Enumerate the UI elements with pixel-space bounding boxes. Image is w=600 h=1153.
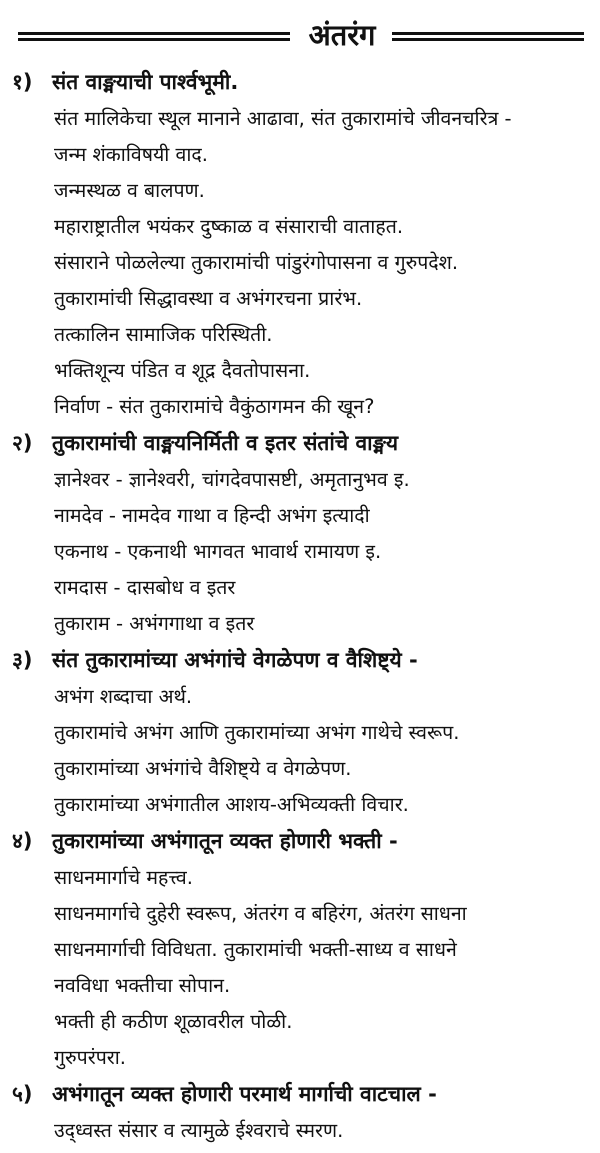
section-heading bbox=[0, 425, 600, 462]
list-item: महाराष्ट्रातील भयंकर दुष्काळ व संसाराची वाताहत. bbox=[54, 215, 404, 238]
list-item: जन्म शंकाविषयी वाद. bbox=[54, 143, 208, 166]
page-header bbox=[0, 18, 600, 62]
list-item: तत्कालिन सामाजिक परिस्थिती. bbox=[54, 323, 273, 346]
list-item: तुकाराम - अभंगगाथा व इतर bbox=[54, 612, 255, 635]
list-item: ज्ञानेश्वर - ज्ञानेश्वरी, चांगदेवपासष्टी, अमृतानुभव इ. bbox=[54, 468, 410, 491]
header-rule-right bbox=[392, 32, 584, 41]
list-item: साधनमार्गाची विविधता. तुकारामांची भक्ती-साध्य व साधने bbox=[54, 938, 457, 961]
section-4 bbox=[0, 823, 600, 1076]
section-number: ३) bbox=[12, 648, 33, 672]
list-item: अभंग शब्दाचा अर्थ. bbox=[54, 685, 193, 708]
contents-list bbox=[0, 64, 600, 1149]
list-item: भक्ती ही कठीण शूळावरील पोळी. bbox=[54, 1010, 293, 1033]
section-heading bbox=[0, 1076, 600, 1113]
list-item: जन्मस्थळ व बालपण. bbox=[54, 179, 205, 202]
section-heading bbox=[0, 823, 600, 860]
section-title: तुकारामांची वाङ्मयनिर्मिती व इतर संतांचे वाङ्मय bbox=[52, 431, 399, 455]
header-rule-left bbox=[18, 32, 290, 41]
section-number: २) bbox=[12, 431, 33, 455]
list-item: संसाराने पोळलेल्या तुकारामांची पांडुरंगोपासना व गुरुपदेश. bbox=[54, 251, 459, 274]
section-number: ५) bbox=[12, 1082, 33, 1106]
list-item: साधनमार्गाचे दुहेरी स्वरूप, अंतरंग व बहिरंग, अंतरंग साधना bbox=[54, 902, 467, 925]
list-item: रामदास - दासबोध व इतर bbox=[54, 576, 236, 599]
list-item: तुकारामांचे अभंग आणि तुकारामांच्या अभंग गाथेचे स्वरूप. bbox=[54, 721, 460, 744]
list-item: भक्तिशून्य पंडित व शूद्र दैवतोपासना. bbox=[54, 359, 311, 382]
list-item: तुकारामांच्या अभंगातील आशय-अभिव्यक्ती विचार. bbox=[54, 793, 409, 816]
section-title: संत वाङ्मयाची पार्श्वभूमी. bbox=[52, 70, 239, 94]
page-title: अंतरंग bbox=[308, 18, 376, 52]
list-item: एकनाथ - एकनाथी भागवत भावार्थ रामायण इ. bbox=[54, 540, 382, 563]
section-1 bbox=[0, 64, 600, 425]
section-number: १) bbox=[12, 70, 33, 94]
list-item: नवविधा भक्तीचा सोपान. bbox=[54, 974, 231, 997]
section-title: तुकारामांच्या अभंगातून व्यक्त होणारी भक्ती - bbox=[52, 829, 398, 853]
section-3 bbox=[0, 642, 600, 823]
list-item: संत मालिकेचा स्थूल मानाने आढावा, संत तुकारामांचे जीवनचरित्र - bbox=[54, 107, 512, 130]
list-item: तुकारामांची सिद्धावस्था व अभंगरचना प्रारंभ. bbox=[54, 287, 363, 310]
list-item: नामदेव - नामदेव गाथा व हिन्दी अभंग इत्यादी bbox=[54, 504, 370, 527]
section-title: अभंगातून व्यक्त होणारी परमार्थ मार्गाची वाटचाल - bbox=[52, 1082, 437, 1106]
section-number: ४) bbox=[12, 829, 33, 853]
list-item: निर्वाण - संत तुकारामांचे वैकुंठागमन की खून? bbox=[54, 395, 375, 418]
list-item: गुरुपरंपरा. bbox=[54, 1046, 126, 1069]
list-item: उद्ध्वस्त संसार व त्यामुळे ईश्वराचे स्मरण. bbox=[54, 1119, 344, 1142]
section-heading bbox=[0, 64, 600, 101]
section-heading bbox=[0, 642, 600, 679]
list-item: तुकारामांच्या अभंगांचे वैशिष्ट्ये व वेगळेपण. bbox=[54, 757, 352, 780]
section-5 bbox=[0, 1076, 600, 1149]
list-item: साधनमार्गाचे महत्त्व. bbox=[54, 866, 193, 889]
section-2 bbox=[0, 425, 600, 642]
section-title: संत तुकारामांच्या अभंगांचे वेगळेपण व वैशिष्ट्ये - bbox=[52, 648, 418, 672]
